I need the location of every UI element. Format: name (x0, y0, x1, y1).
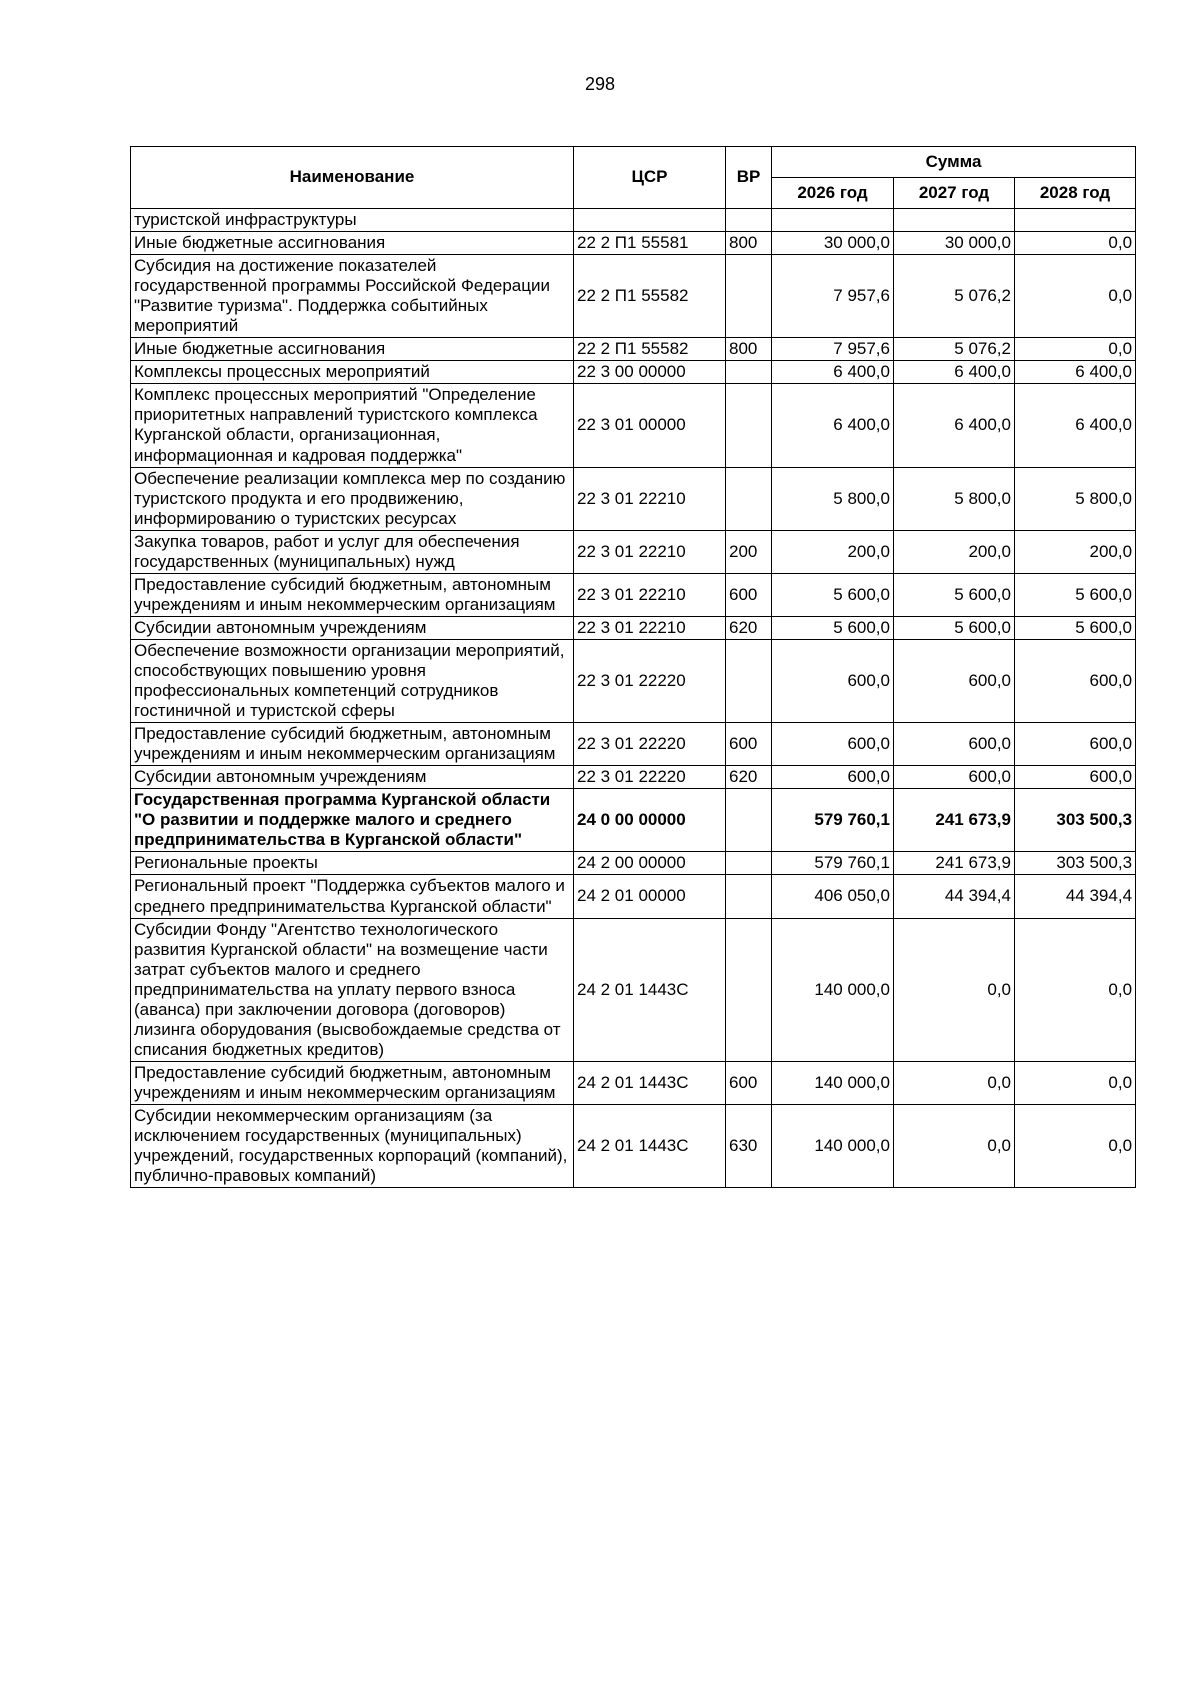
cell-vr (726, 639, 772, 722)
cell-2028: 6 400,0 (1015, 384, 1136, 467)
cell-csr: 22 3 01 22220 (574, 766, 726, 789)
header-year-2028: 2028 год (1015, 178, 1136, 209)
cell-2027: 600,0 (894, 723, 1015, 766)
table-row (131, 467, 1136, 530)
cell-csr: 22 3 01 22220 (574, 639, 726, 722)
header-year-2027: 2027 год (894, 178, 1015, 209)
cell-csr: 24 2 01 1443С (574, 918, 726, 1061)
cell-name: Иные бюджетные ассигнования (131, 338, 574, 361)
cell-2026: 7 957,6 (772, 338, 894, 361)
cell-csr: 22 3 01 22210 (574, 530, 726, 573)
cell-csr: 24 2 00 00000 (574, 852, 726, 875)
cell-2027: 30 000,0 (894, 232, 1015, 255)
cell-2027: 0,0 (894, 918, 1015, 1061)
cell-2027: 241 673,9 (894, 852, 1015, 875)
table-row (131, 209, 1136, 232)
cell-2027: 6 400,0 (894, 361, 1015, 384)
cell-vr: 620 (726, 616, 772, 639)
cell-2026: 5 800,0 (772, 467, 894, 530)
cell-vr: 600 (726, 723, 772, 766)
cell-name: Иные бюджетные ассигнования (131, 232, 574, 255)
table-row (131, 918, 1136, 1061)
table-row (131, 766, 1136, 789)
cell-2028: 0,0 (1015, 918, 1136, 1061)
cell-csr: 22 3 01 22210 (574, 616, 726, 639)
cell-vr (726, 361, 772, 384)
cell-name: Обеспечение реализации комплекса мер по созданию туристского продукта и его продвижению, информированию о туристских ресурсах (131, 467, 574, 530)
cell-2026: 6 400,0 (772, 384, 894, 467)
cell-2028: 44 394,4 (1015, 875, 1136, 918)
cell-2027: 6 400,0 (894, 384, 1015, 467)
cell-csr: 22 2 П1 55582 (574, 255, 726, 338)
cell-2027: 44 394,4 (894, 875, 1015, 918)
cell-vr: 600 (726, 1061, 772, 1104)
cell-name: Комплекс процессных мероприятий "Определение приоритетных направлений туристского комплекса Курганской области, организационная, информационная и кадровая поддержка" (131, 384, 574, 467)
cell-2028: 6 400,0 (1015, 361, 1136, 384)
table-row (131, 232, 1136, 255)
cell-name: Субсидии автономным учреждениям (131, 616, 574, 639)
cell-2027: 5 076,2 (894, 338, 1015, 361)
cell-csr: 24 2 01 1443С (574, 1061, 726, 1104)
cell-vr: 630 (726, 1104, 772, 1187)
cell-vr (726, 384, 772, 467)
cell-2026: 140 000,0 (772, 1061, 894, 1104)
cell-2026: 30 000,0 (772, 232, 894, 255)
cell-name: Субсидии Фонду "Агентство технологического развития Курганской области" на возмещение части затрат субъектов малого и среднего предпринимательства на уплату первого взноса (аванса) при заключении договора (договоров) лизинга оборудования (высвобождаемые средства от списания бюджетных кредитов) (131, 918, 574, 1061)
page-number: 298 (584, 74, 616, 94)
budget-table (130, 146, 1136, 1188)
cell-csr: 22 3 01 22210 (574, 573, 726, 616)
cell-vr: 600 (726, 573, 772, 616)
cell-2026: 579 760,1 (772, 852, 894, 875)
cell-name: Субсидия на достижение показателей государственной программы Российской Федерации "Развитие туризма". Поддержка событийных мероприятий (131, 255, 574, 338)
table-row (131, 1061, 1136, 1104)
cell-2028: 0,0 (1015, 232, 1136, 255)
cell-2026: 600,0 (772, 723, 894, 766)
cell-csr: 24 0 00 00000 (574, 789, 726, 852)
cell-vr (726, 789, 772, 852)
cell-2026: 5 600,0 (772, 573, 894, 616)
table-row (131, 852, 1136, 875)
cell-2027: 241 673,9 (894, 789, 1015, 852)
cell-vr: 620 (726, 766, 772, 789)
cell-csr: 22 2 П1 55581 (574, 232, 726, 255)
header-name: Наименование (131, 147, 574, 209)
cell-vr (726, 852, 772, 875)
cell-vr (726, 255, 772, 338)
table-row (131, 573, 1136, 616)
cell-vr: 200 (726, 530, 772, 573)
cell-csr: 22 3 01 00000 (574, 384, 726, 467)
cell-2026: 7 957,6 (772, 255, 894, 338)
table-row (131, 789, 1136, 852)
cell-2028: 600,0 (1015, 639, 1136, 722)
header-year-2026: 2026 год (772, 178, 894, 209)
cell-vr (726, 875, 772, 918)
cell-name: Обеспечение возможности организации мероприятий, способствующих повышению уровня профессиональных компетенций сотрудников гостиничной и туристской сферы (131, 639, 574, 722)
cell-2028: 303 500,3 (1015, 852, 1136, 875)
cell-2026: 140 000,0 (772, 918, 894, 1061)
cell-2027: 0,0 (894, 1061, 1015, 1104)
cell-2028: 0,0 (1015, 255, 1136, 338)
cell-2027: 600,0 (894, 639, 1015, 722)
cell-csr: 22 3 01 22210 (574, 467, 726, 530)
cell-2028: 5 600,0 (1015, 573, 1136, 616)
cell-vr: 800 (726, 338, 772, 361)
cell-vr (726, 209, 772, 232)
cell-csr: 24 2 01 1443С (574, 1104, 726, 1187)
table-row (131, 384, 1136, 467)
cell-csr: 22 2 П1 55582 (574, 338, 726, 361)
cell-2027 (894, 209, 1015, 232)
cell-2026: 5 600,0 (772, 616, 894, 639)
cell-2026: 140 000,0 (772, 1104, 894, 1187)
cell-name: Региональные проекты (131, 852, 574, 875)
cell-2028: 5 800,0 (1015, 467, 1136, 530)
table-row (131, 639, 1136, 722)
table-row (131, 723, 1136, 766)
cell-2028: 303 500,3 (1015, 789, 1136, 852)
cell-2027: 600,0 (894, 766, 1015, 789)
cell-2028: 5 600,0 (1015, 616, 1136, 639)
cell-csr: 24 2 01 00000 (574, 875, 726, 918)
cell-2027: 5 800,0 (894, 467, 1015, 530)
cell-2026: 579 760,1 (772, 789, 894, 852)
table-row (131, 1104, 1136, 1187)
cell-name: Субсидии автономным учреждениям (131, 766, 574, 789)
header-csr: ЦСР (574, 147, 726, 209)
header-sum: Сумма (772, 147, 1136, 178)
table-row (131, 530, 1136, 573)
cell-vr (726, 467, 772, 530)
cell-name: туристской инфраструктуры (131, 209, 574, 232)
cell-2026 (772, 209, 894, 232)
table-row (131, 255, 1136, 338)
table-header (131, 147, 1136, 209)
table-row (131, 616, 1136, 639)
cell-name: Предоставление субсидий бюджетным, автономным учреждениям и иным некоммерческим организациям (131, 573, 574, 616)
cell-2028: 0,0 (1015, 338, 1136, 361)
cell-csr: 22 3 01 22220 (574, 723, 726, 766)
cell-name: Государственная программа Курганской области "О развитии и поддержке малого и среднего предпринимательства в Курганской области" (131, 789, 574, 852)
table-body (131, 209, 1136, 1188)
cell-csr: 22 3 00 00000 (574, 361, 726, 384)
cell-vr: 800 (726, 232, 772, 255)
cell-2027: 0,0 (894, 1104, 1015, 1187)
cell-name: Предоставление субсидий бюджетным, автономным учреждениям и иным некоммерческим организациям (131, 723, 574, 766)
cell-vr (726, 918, 772, 1061)
cell-2028: 600,0 (1015, 766, 1136, 789)
cell-2026: 200,0 (772, 530, 894, 573)
cell-2028: 0,0 (1015, 1104, 1136, 1187)
cell-2028: 0,0 (1015, 1061, 1136, 1104)
cell-name: Комплексы процессных мероприятий (131, 361, 574, 384)
cell-2027: 200,0 (894, 530, 1015, 573)
cell-2028 (1015, 209, 1136, 232)
cell-2027: 5 600,0 (894, 573, 1015, 616)
cell-2026: 600,0 (772, 766, 894, 789)
table-row (131, 338, 1136, 361)
cell-2028: 600,0 (1015, 723, 1136, 766)
cell-2026: 6 400,0 (772, 361, 894, 384)
cell-2027: 5 600,0 (894, 616, 1015, 639)
cell-2026: 406 050,0 (772, 875, 894, 918)
cell-name: Субсидии некоммерческим организациям (за исключением государственных (муниципальных) учреждений, государственных корпораций (компаний), публично-правовых компаний) (131, 1104, 574, 1187)
table-row (131, 361, 1136, 384)
cell-name: Закупка товаров, работ и услуг для обеспечения государственных (муниципальных) нужд (131, 530, 574, 573)
cell-name: Предоставление субсидий бюджетным, автономным учреждениям и иным некоммерческим организациям (131, 1061, 574, 1104)
table-row (131, 875, 1136, 918)
cell-2027: 5 076,2 (894, 255, 1015, 338)
cell-2026: 600,0 (772, 639, 894, 722)
cell-csr (574, 209, 726, 232)
header-vr: ВР (726, 147, 772, 209)
cell-2028: 200,0 (1015, 530, 1136, 573)
cell-name: Региональный проект "Поддержка субъектов малого и среднего предпринимательства Курганской области" (131, 875, 574, 918)
